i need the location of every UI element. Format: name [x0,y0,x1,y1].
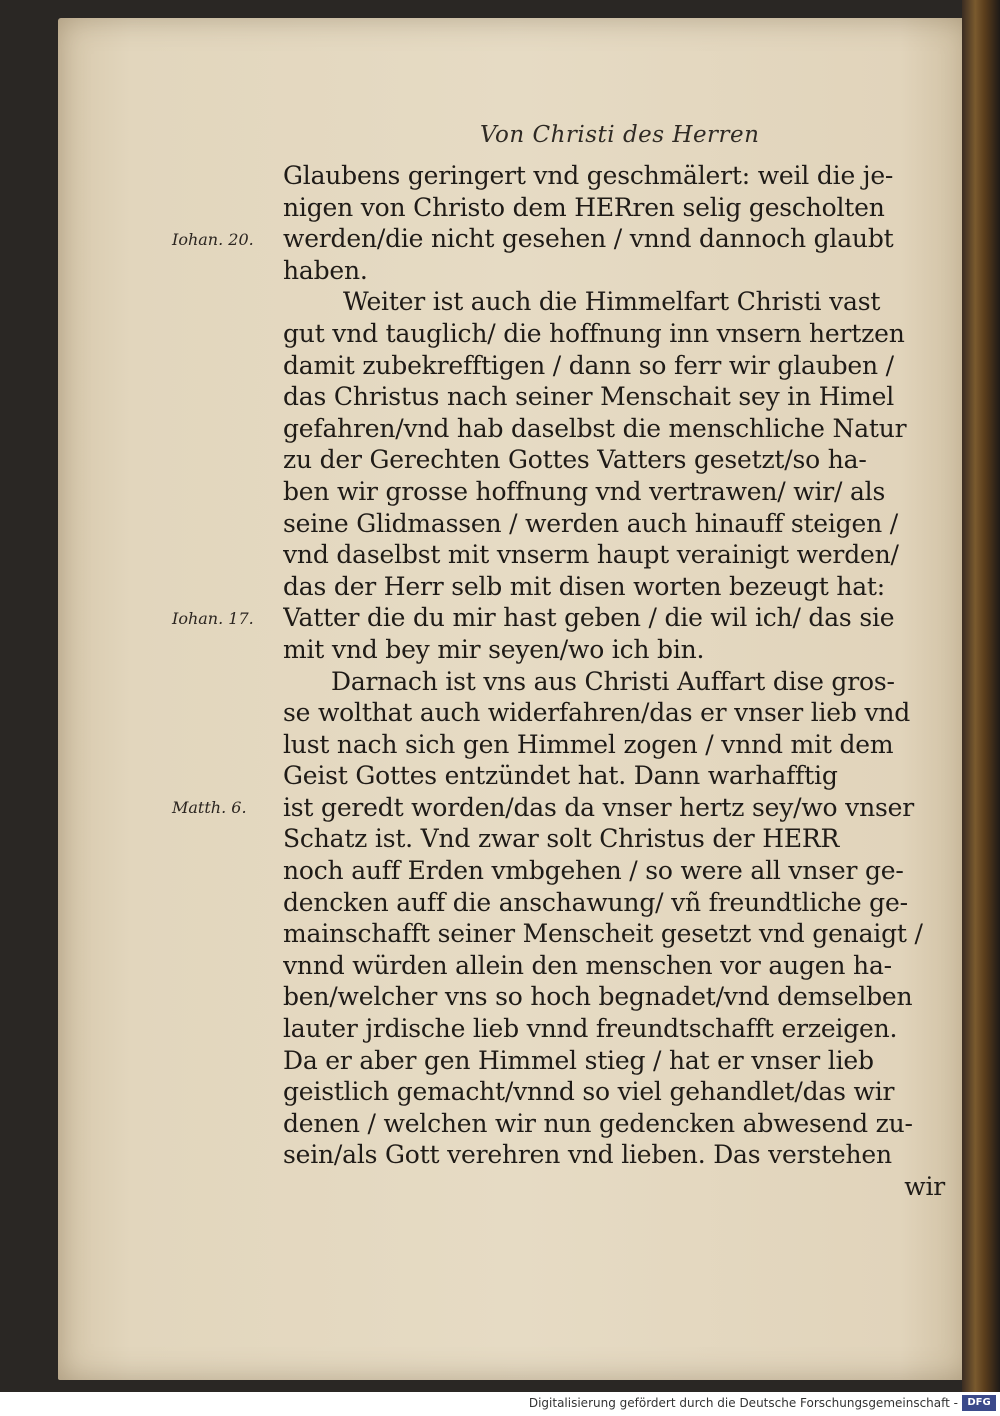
text-line: mainschafft seiner Menscheit gesetzt vnd genaigt / [283,919,923,949]
text-line: denen / welchen wir nun gedencken abwesend zu- [283,1108,913,1138]
dfg-logo-icon: DFG [962,1395,996,1411]
text-line: gefahren/vnd hab daselbst die menschliche Natur [283,413,907,443]
body-text [283,160,953,1203]
text-line: das der Herr selb mit disen worten bezeugt hat: [283,571,885,601]
text-line: sein/als Gott verehren vnd lieben. Das verstehen [283,1140,892,1170]
margin-note-iohan-20: Iohan. 20. [172,230,254,249]
text-line: haben. [283,255,368,285]
text-line: noch auff Erden vmbgehen / so were all vnser ge- [283,856,904,886]
text-line: Geist Gottes entzündet hat. Dann warhafftig [283,761,838,791]
text-line: seine Glidmassen / werden auch hinauff steigen / [283,508,898,538]
text-line: werden/die nicht gesehen / vnnd dannoch glaubt [283,224,894,254]
text-line: Da er aber gen Himmel stieg / hat er vnser lieb [283,1045,874,1075]
running-head: Von Christi des Herren [480,122,760,148]
catchword: wir [904,1172,945,1201]
margin-note-matth-6: Matth. 6. [172,798,247,817]
text-line: Weiter ist auch die Himmelfart Christi vast [343,287,881,317]
text-line: nigen von Christo dem HERren selig gescholten [283,192,885,222]
margin-note-iohan-17: Iohan. 17. [172,609,254,628]
text-line: Darnach ist vns aus Christi Auffart dise gros- [331,666,895,696]
text-line: se wolthat auch widerfahren/das er vnser lieb vnd [283,698,911,728]
text-line: vnnd würden allein den menschen vor augen ha- [283,950,892,980]
footer-credit: Digitalisierung gefördert durch die Deutsche Forschungsgemeinschaft - [528,1396,958,1410]
text-line: Vatter die du mir hast geben / die wil ich/ das sie [283,603,895,633]
text-line: vnd daselbst mit vnserm haupt verainigt werden/ [283,540,899,570]
text-line: gut vnd tauglich/ die hoffnung inn vnsern hertzen [283,318,905,348]
text-line: mit vnd bey mir seyen/wo ich bin. [283,634,705,664]
text-line: dencken auff die anschawung/ vñ freundtliche ge- [283,887,908,917]
book-edge [962,0,1000,1392]
text-line: damit zubekrefftigen / dann so ferr wir glauben / [283,350,894,380]
text-line: geistlich gemacht/vnnd so viel gehandlet/das wir [283,1077,895,1107]
text-line: ben/welcher vns so hoch begnadet/vnd demselben [283,982,913,1012]
text-line: Schatz ist. Vnd zwar solt Christus der HERR [283,824,840,854]
text-line: ben wir grosse hoffnung vnd vertrawen/ wir/ als [283,476,886,506]
text-line: lauter jrdische lieb vnnd freundtschafft erzeigen. [283,1014,898,1044]
text-line: zu der Gerechten Gottes Vatters gesetzt/so ha- [283,445,867,475]
text-line: ist geredt worden/das da vnser hertz sey/wo vnser [283,792,914,822]
text-line: Glaubens geringert vnd geschmälert: weil die je- [283,161,894,190]
text-line: das Christus nach seiner Menschait sey in Himel [283,382,895,412]
text-line: lust nach sich gen Himmel zogen / vnnd mit dem [283,729,894,759]
footer-bar [0,1392,1000,1416]
